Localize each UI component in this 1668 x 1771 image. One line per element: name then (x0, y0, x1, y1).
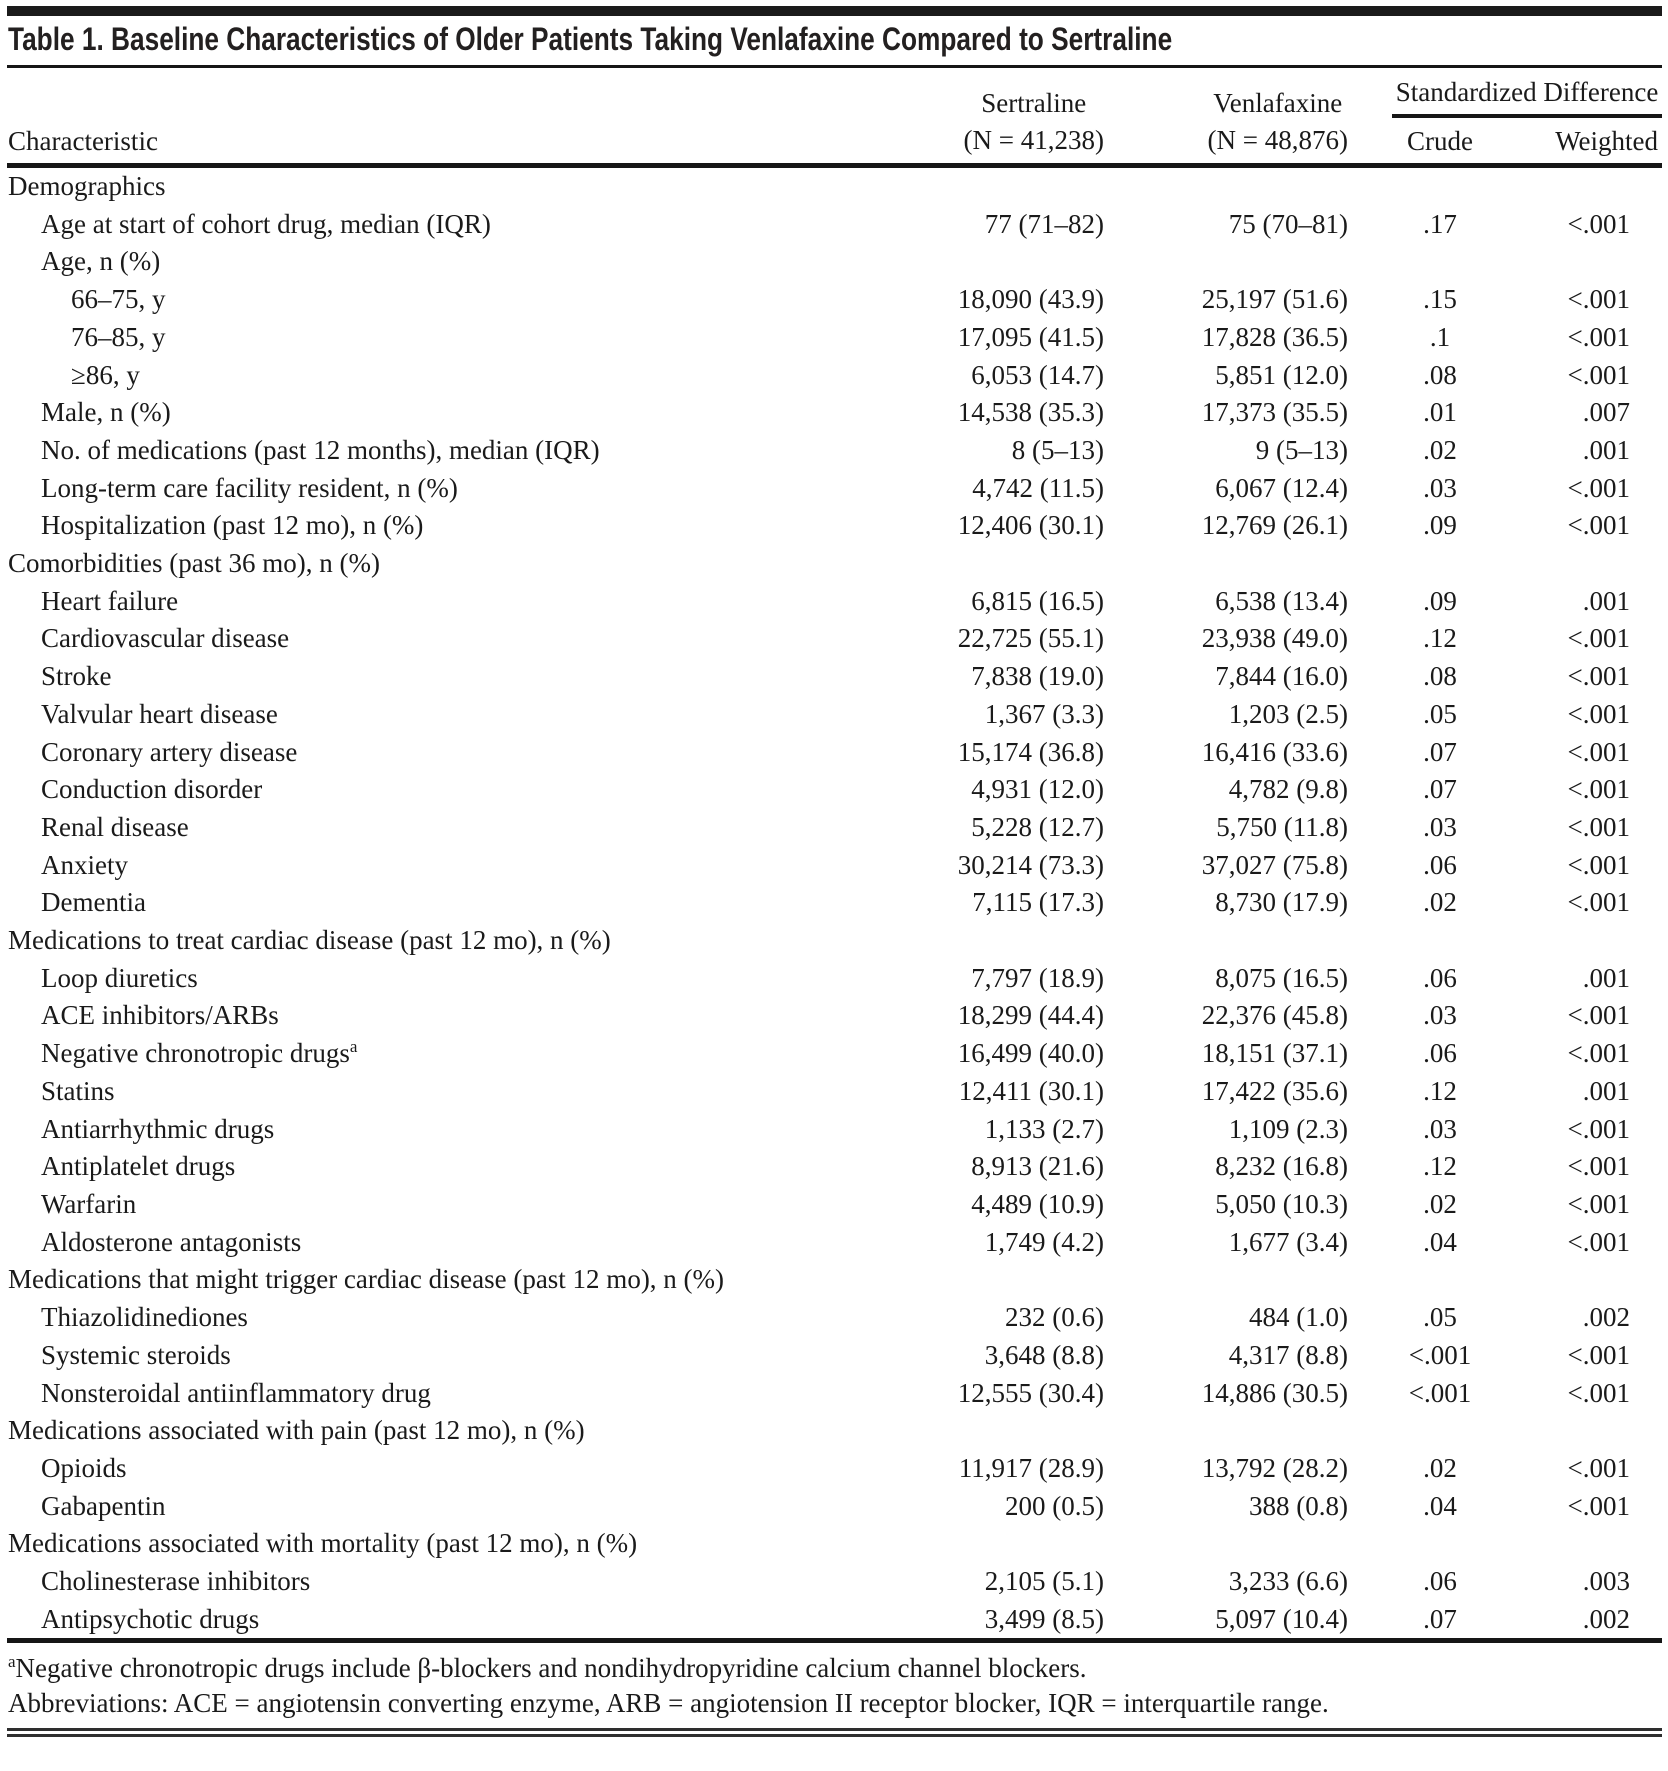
row-label: Age, n (%) (41, 246, 161, 277)
row-label: Medications to treat cardiac disease (past 12 mo), n (%) (8, 925, 611, 956)
cell-sertraline: 200 (0.5) (1005, 1490, 1104, 1521)
footnote-abbreviations (8, 1686, 1662, 1721)
cell-weighted: <.001 (1567, 1038, 1630, 1069)
cell-weighted: <.001 (1567, 1490, 1630, 1521)
cell-sertraline: 77 (71–82) (984, 208, 1104, 239)
cell-weighted: <.001 (1567, 472, 1630, 503)
cell-crude (1348, 922, 1512, 960)
cell-venlafaxine (1104, 1412, 1348, 1450)
row-label: Hospitalization (past 12 mo), n (%) (41, 510, 424, 541)
table-row (7, 734, 1662, 772)
column-header-crude: Crude (1407, 126, 1473, 156)
table-row (7, 470, 1662, 508)
row-label: Renal disease (41, 811, 189, 842)
cell-venlafaxine: 16,416 (33.6) (1201, 736, 1348, 767)
section-row (7, 243, 1662, 281)
cell-venlafaxine: 6,538 (13.4) (1215, 585, 1348, 616)
table-row (7, 507, 1662, 545)
row-label: Nonsteroidal antiinflammatory drug (41, 1377, 431, 1408)
cell-venlafaxine: 5,851 (12.0) (1215, 359, 1348, 390)
table-row (7, 1337, 1662, 1375)
section-row (7, 1412, 1662, 1450)
cell-venlafaxine: 13,792 (28.2) (1201, 1452, 1348, 1483)
row-label: Long-term care facility resident, n (%) (41, 472, 458, 503)
cell-weighted: .001 (1582, 1075, 1630, 1106)
cell-venlafaxine: 7,844 (16.0) (1215, 661, 1348, 692)
row-label: Age at start of cohort drug, median (IQR) (41, 208, 491, 239)
cell-venlafaxine (1104, 243, 1348, 281)
row-label: Medications that might trigger cardiac disease (past 12 mo), n (%) (8, 1264, 725, 1295)
cell-venlafaxine: 75 (70–81) (1228, 208, 1348, 239)
cell-venlafaxine (1104, 166, 1348, 206)
row-label: Gabapentin (41, 1490, 166, 1521)
table-row (7, 206, 1662, 244)
cell-sertraline: 12,555 (30.4) (957, 1377, 1104, 1408)
table-row (7, 1299, 1662, 1337)
cell-crude: .02 (1423, 1452, 1457, 1483)
row-label: Dementia (41, 887, 146, 918)
cell-venlafaxine: 5,050 (10.3) (1215, 1188, 1348, 1219)
cell-weighted: .002 (1582, 1302, 1630, 1333)
table-row (7, 1148, 1662, 1186)
cell-crude: .01 (1423, 397, 1457, 428)
cell-weighted: .001 (1582, 434, 1630, 465)
cell-crude: .04 (1423, 1226, 1457, 1257)
cell-weighted: <.001 (1567, 849, 1630, 880)
cell-venlafaxine: 14,886 (30.5) (1201, 1377, 1348, 1408)
table-row (7, 620, 1662, 658)
table-row (7, 1488, 1662, 1526)
cell-crude: .12 (1423, 1151, 1457, 1182)
row-label: Anxiety (41, 849, 128, 880)
cell-venlafaxine: 388 (0.8) (1249, 1490, 1348, 1521)
table-row (7, 583, 1662, 621)
baseline-characteristics-table (7, 68, 1662, 1643)
row-label: Warfarin (41, 1188, 137, 1219)
cell-weighted: <.001 (1567, 1188, 1630, 1219)
section-row (7, 1525, 1662, 1563)
cell-crude: .03 (1423, 811, 1457, 842)
table-row (7, 394, 1662, 432)
cell-venlafaxine: 1,677 (3.4) (1228, 1226, 1348, 1257)
column-header-characteristic: Characteristic (8, 126, 158, 156)
cell-venlafaxine: 4,782 (9.8) (1228, 774, 1348, 805)
cell-crude: .03 (1423, 1113, 1457, 1144)
row-label: Systemic steroids (41, 1339, 231, 1370)
table-row (7, 884, 1662, 922)
cell-weighted: <.001 (1567, 321, 1630, 352)
cell-sertraline: 4,931 (12.0) (971, 774, 1104, 805)
cell-weighted: <.001 (1567, 359, 1630, 390)
cell-crude: .12 (1423, 623, 1457, 654)
cell-weighted: <.001 (1567, 1452, 1630, 1483)
cell-crude: .08 (1423, 359, 1457, 390)
cell-weighted: .001 (1582, 962, 1630, 993)
cell-sertraline: 7,797 (18.9) (971, 962, 1104, 993)
cell-sertraline: 1,133 (2.7) (984, 1113, 1104, 1144)
cell-venlafaxine: 8,075 (16.5) (1215, 962, 1348, 993)
section-row (7, 922, 1662, 960)
cell-crude (1348, 166, 1512, 206)
cell-weighted: <.001 (1567, 1113, 1630, 1144)
cell-weighted (1512, 243, 1662, 281)
cell-crude: .09 (1423, 510, 1457, 541)
cell-sertraline: 2,105 (5.1) (984, 1566, 1104, 1597)
cell-venlafaxine: 12,769 (26.1) (1201, 510, 1348, 541)
cell-weighted: <.001 (1567, 887, 1630, 918)
cell-sertraline: 8 (5–13) (1011, 434, 1104, 465)
column-header-weighted: Weighted (1555, 126, 1658, 156)
cell-sertraline: 12,406 (30.1) (957, 510, 1104, 541)
table-row (7, 960, 1662, 998)
row-label: Antiplatelet drugs (41, 1151, 236, 1182)
cell-crude: .08 (1423, 661, 1457, 692)
cell-crude: .06 (1423, 1038, 1457, 1069)
cell-sertraline (860, 1525, 1104, 1563)
row-label: Opioids (41, 1452, 127, 1483)
table-row (7, 1563, 1662, 1601)
cell-weighted: <.001 (1567, 1377, 1630, 1408)
table-row (7, 997, 1662, 1035)
row-label: Aldosterone antagonists (41, 1226, 302, 1257)
cell-venlafaxine: 17,373 (35.5) (1201, 397, 1348, 428)
table-row (7, 696, 1662, 734)
row-label: ≥86, y (71, 359, 140, 390)
cell-crude: .06 (1423, 1566, 1457, 1597)
bottom-double-rule (7, 1728, 1662, 1737)
cell-weighted: .003 (1582, 1566, 1630, 1597)
row-label: Negative chronotropic drugs$^a$ (41, 1037, 358, 1069)
cell-venlafaxine: 1,203 (2.5) (1228, 698, 1348, 729)
cell-sertraline: 8,913 (21.6) (971, 1151, 1104, 1182)
cell-venlafaxine: 1,109 (2.3) (1228, 1113, 1348, 1144)
table-row (7, 319, 1662, 357)
cell-sertraline: 7,115 (17.3) (972, 887, 1104, 918)
cell-weighted (1512, 545, 1662, 583)
header-row-top (7, 68, 1662, 118)
row-label: Antiarrhythmic drugs (41, 1113, 275, 1144)
cell-venlafaxine: 9 (5–13) (1255, 434, 1348, 465)
cell-sertraline (860, 922, 1104, 960)
section-row (7, 1261, 1662, 1299)
table-row (7, 658, 1662, 696)
cell-sertraline (860, 1412, 1104, 1450)
top-bar-rule (7, 6, 1662, 16)
row-label: Cardiovascular disease (41, 623, 290, 654)
table-row (7, 1224, 1662, 1262)
footnote-text: Negative chronotropic drugs include β-blockers and nondihydropyridine calcium channel blockers. (15, 1653, 1087, 1684)
cell-weighted: <.001 (1567, 623, 1630, 654)
row-label: 76–85, y (71, 321, 166, 352)
cell-sertraline: 11,917 (28.9) (958, 1452, 1104, 1483)
row-label: Valvular heart disease (41, 698, 278, 729)
table-row (7, 771, 1662, 809)
cell-venlafaxine: 8,730 (17.9) (1215, 887, 1348, 918)
cell-weighted (1512, 1412, 1662, 1450)
cell-crude: <.001 (1408, 1377, 1472, 1408)
cell-crude: .06 (1423, 962, 1457, 993)
row-label: Coronary artery disease (41, 736, 298, 767)
cell-venlafaxine: 8,232 (16.8) (1215, 1151, 1348, 1182)
cell-venlafaxine (1104, 1261, 1348, 1299)
table-row (7, 1035, 1662, 1073)
sertraline-n: (N = 41,238) (963, 125, 1104, 155)
standardized-difference-label: Standardized Difference (1392, 74, 1662, 118)
cell-crude: .07 (1423, 1603, 1457, 1634)
table-row (7, 1375, 1662, 1413)
cell-venlafaxine: 5,097 (10.4) (1215, 1603, 1348, 1634)
cell-crude: .02 (1423, 887, 1457, 918)
cell-sertraline: 17,095 (41.5) (957, 321, 1104, 352)
row-label: Demographics (8, 171, 166, 201)
table-row (7, 357, 1662, 395)
cell-weighted: <.001 (1567, 510, 1630, 541)
cell-weighted: .002 (1582, 1603, 1630, 1634)
cell-sertraline: 3,648 (8.8) (984, 1339, 1104, 1370)
cell-venlafaxine: 25,197 (51.6) (1201, 284, 1348, 315)
cell-crude: .05 (1423, 698, 1457, 729)
cell-weighted: <.001 (1567, 1226, 1630, 1257)
row-label: Thiazolidinediones (41, 1302, 248, 1333)
cell-weighted: <.001 (1567, 284, 1630, 315)
cell-sertraline: 5,228 (12.7) (971, 811, 1104, 842)
cell-venlafaxine: 23,938 (49.0) (1201, 623, 1348, 654)
cell-sertraline: 30,214 (73.3) (957, 849, 1104, 880)
cell-weighted: <.001 (1567, 1151, 1630, 1182)
section-row (7, 166, 1662, 206)
table-row (7, 1186, 1662, 1224)
table-row (7, 1073, 1662, 1111)
cell-sertraline: 6,053 (14.7) (971, 359, 1104, 390)
cell-weighted: <.001 (1567, 811, 1630, 842)
column-header-standardized-difference (1348, 68, 1662, 118)
cell-crude (1348, 243, 1512, 281)
table-row (7, 1111, 1662, 1149)
cell-weighted: <.001 (1567, 736, 1630, 767)
cell-sertraline: 4,742 (11.5) (972, 472, 1104, 503)
cell-crude: .05 (1423, 1302, 1457, 1333)
cell-crude: .17 (1423, 208, 1457, 239)
cell-venlafaxine: 3,233 (6.6) (1228, 1566, 1348, 1597)
cell-weighted (1512, 1525, 1662, 1563)
row-label: Male, n (%) (41, 397, 171, 428)
cell-crude: .03 (1423, 472, 1457, 503)
venlafaxine-n: (N = 48,876) (1207, 125, 1348, 155)
cell-weighted: <.001 (1567, 698, 1630, 729)
cell-sertraline: 22,725 (55.1) (957, 623, 1104, 654)
table-row (7, 847, 1662, 885)
cell-crude: .12 (1423, 1075, 1457, 1106)
cell-crude: <.001 (1408, 1339, 1472, 1370)
cell-weighted (1512, 1261, 1662, 1299)
cell-weighted: .007 (1582, 397, 1630, 428)
table-row (7, 809, 1662, 847)
cell-crude: .02 (1423, 1188, 1457, 1219)
cell-crude: .07 (1423, 774, 1457, 805)
cell-sertraline: 4,489 (10.9) (971, 1188, 1104, 1219)
cell-weighted (1512, 922, 1662, 960)
cell-crude: .02 (1423, 434, 1457, 465)
row-label: Medications associated with pain (past 12 mo), n (%) (8, 1415, 585, 1446)
table-row (7, 432, 1662, 470)
cell-sertraline: 3,499 (8.5) (984, 1603, 1104, 1634)
sertraline-name: Sertraline (981, 88, 1087, 118)
table-header (7, 68, 1662, 166)
row-label: ACE inhibitors/ARBs (41, 1000, 279, 1031)
cell-venlafaxine: 17,828 (36.5) (1201, 321, 1348, 352)
cell-venlafaxine (1104, 922, 1348, 960)
cell-sertraline: 232 (0.6) (1005, 1302, 1104, 1333)
row-label: Comorbidities (past 36 mo), n (%) (8, 548, 380, 579)
cell-crude: .15 (1423, 284, 1457, 315)
footnotes (7, 1643, 1662, 1721)
footnote-text: Abbreviations: ACE = angiotensin converting enzyme, ARB = angiotension II receptor blocker, IQR = interquartile range. (8, 1688, 1329, 1719)
cell-venlafaxine: 484 (1.0) (1249, 1302, 1348, 1333)
cell-sertraline: 16,499 (40.0) (957, 1038, 1104, 1069)
footnote-marker-a: a (349, 1037, 358, 1057)
cell-weighted: <.001 (1567, 1339, 1630, 1370)
row-label: Loop diuretics (41, 962, 198, 993)
cell-crude: .07 (1423, 736, 1457, 767)
table-body (7, 166, 1662, 1641)
cell-sertraline: 1,749 (4.2) (984, 1226, 1104, 1257)
row-label: Antipsychotic drugs (41, 1603, 260, 1634)
cell-sertraline: 7,838 (19.0) (971, 661, 1104, 692)
cell-sertraline: 6,815 (16.5) (971, 585, 1104, 616)
cell-venlafaxine: 5,750 (11.8) (1216, 811, 1348, 842)
row-label: Heart failure (41, 585, 179, 616)
row-label: Cholinesterase inhibitors (41, 1566, 311, 1597)
cell-crude (1348, 545, 1512, 583)
cell-crude: .03 (1423, 1000, 1457, 1031)
cell-venlafaxine: 17,422 (35.6) (1201, 1075, 1348, 1106)
cell-venlafaxine: 18,151 (37.1) (1201, 1038, 1348, 1069)
cell-crude (1348, 1261, 1512, 1299)
cell-crude (1348, 1412, 1512, 1450)
cell-weighted: <.001 (1567, 661, 1630, 692)
table-title-box (7, 16, 1662, 68)
cell-crude: .1 (1429, 321, 1451, 352)
row-label: Stroke (41, 661, 112, 692)
cell-weighted (1512, 166, 1662, 206)
cell-venlafaxine (1104, 1525, 1348, 1563)
cell-crude: .04 (1423, 1490, 1457, 1521)
footnote-negative-chronotropic (8, 1651, 1662, 1686)
cell-venlafaxine: 22,376 (45.8) (1201, 1000, 1348, 1031)
cell-crude (1348, 1525, 1512, 1563)
cell-sertraline: 14,538 (35.3) (957, 397, 1104, 428)
cell-sertraline: 15,174 (36.8) (957, 736, 1104, 767)
cell-sertraline (860, 243, 1104, 281)
cell-venlafaxine: 4,317 (8.8) (1228, 1339, 1348, 1370)
column-header-sertraline (860, 68, 1104, 166)
row-label: Medications associated with mortality (past 12 mo), n (%) (8, 1528, 638, 1559)
cell-weighted: .001 (1582, 585, 1630, 616)
table-title: Table 1. Baseline Characteristics of Older Patients Taking Venlafaxine Compared to Sertraline (8, 21, 1173, 57)
cell-sertraline: 1,367 (3.3) (984, 698, 1104, 729)
table-row (7, 1601, 1662, 1641)
section-row (7, 545, 1662, 583)
row-label: Statins (41, 1075, 115, 1106)
cell-crude: .09 (1423, 585, 1457, 616)
table-row (7, 1450, 1662, 1488)
venlafaxine-name: Venlafaxine (1213, 88, 1343, 118)
cell-crude: .06 (1423, 849, 1457, 880)
row-label: 66–75, y (71, 284, 166, 315)
cell-sertraline: 18,299 (44.4) (957, 1000, 1104, 1031)
column-header-venlafaxine (1104, 68, 1348, 166)
cell-weighted: <.001 (1567, 1000, 1630, 1031)
cell-sertraline (860, 1261, 1104, 1299)
cell-weighted: <.001 (1567, 208, 1630, 239)
cell-sertraline (860, 545, 1104, 583)
row-label: Conduction disorder (41, 774, 263, 805)
cell-venlafaxine (1104, 545, 1348, 583)
cell-venlafaxine: 37,027 (75.8) (1201, 849, 1348, 880)
cell-sertraline: 18,090 (43.9) (957, 284, 1104, 315)
cell-sertraline (860, 166, 1104, 206)
cell-sertraline: 12,411 (30.1) (958, 1075, 1104, 1106)
footnote-marker-a: a (8, 1652, 16, 1672)
row-label: No. of medications (past 12 months), median (IQR) (41, 434, 600, 465)
cell-venlafaxine: 6,067 (12.4) (1215, 472, 1348, 503)
table-row (7, 281, 1662, 319)
cell-weighted: <.001 (1567, 774, 1630, 805)
